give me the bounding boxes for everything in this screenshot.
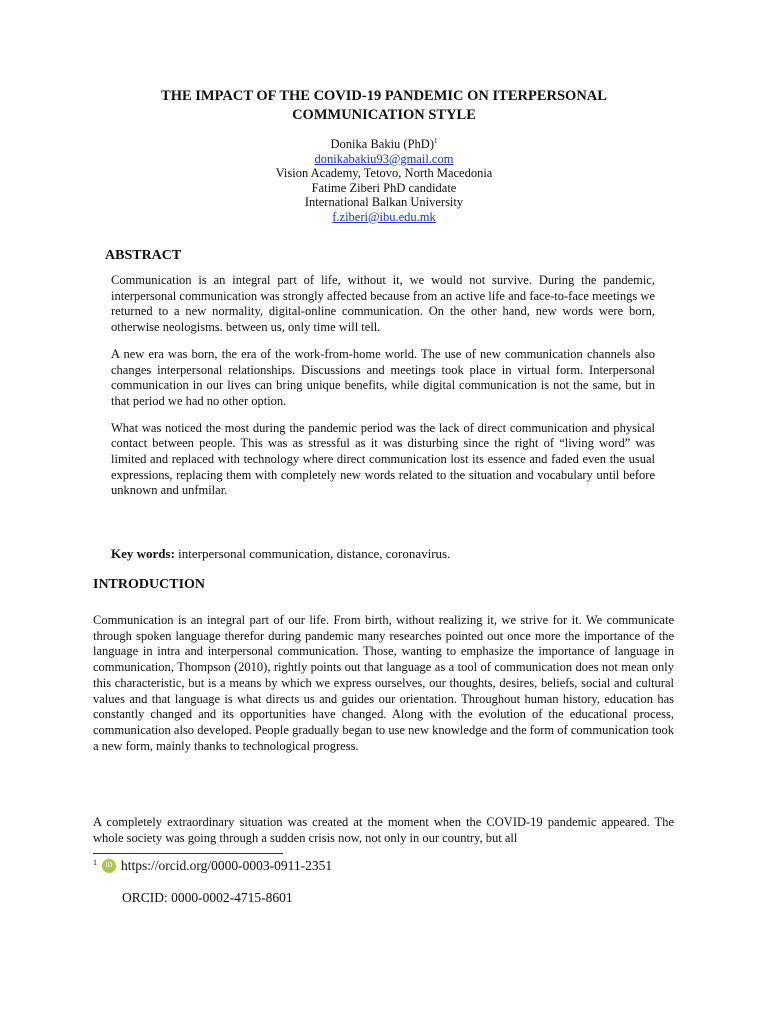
author-block bbox=[134, 137, 634, 224]
keywords-text: interpersonal communication, distance, coronavirus. bbox=[178, 546, 451, 561]
author1-name: Donika Bakiu (PhD) bbox=[330, 137, 434, 151]
introduction-heading: INTRODUCTION bbox=[93, 577, 206, 592]
paper-title-line-1: THE IMPACT OF THE COVID-19 PANDEMIC ON ITERPERSONAL bbox=[161, 88, 607, 104]
paper-title bbox=[100, 87, 668, 125]
introduction-paragraph: Communication is an integral part of our life. From birth, without realizing it, we strive for it. We communicate through spoken language therefor during pandemic many researches pointed out once more the importance of the language in intra and interpersonal communication. Those, wanting to emphasize the importance of language in communication, Thompson (2010), rightly points out that language as a tool of communication does not mean only this characteristic, but is a means by which we express ourselves, our thoughts, desires, beliefs, social and cultural values and that language is what directs us and guides our orientation. Throughout human history, education has constantly changed and its opportunities have changed. Along with the evolution of the educational process, communication also developed. People gradually began to use new knowledge and the form of communication took a new form, mainly thanks to technological progress. bbox=[93, 613, 674, 753]
abstract-heading: ABSTRACT bbox=[105, 248, 182, 263]
introduction-body bbox=[93, 613, 674, 754]
orcid-url-link[interactable]: https://orcid.org/0000-0003-0911-2351 bbox=[121, 858, 333, 873]
orcid-icon[interactable]: iD bbox=[102, 859, 116, 873]
keywords-line bbox=[111, 546, 450, 562]
author1-line bbox=[134, 137, 634, 152]
author1-email-link[interactable]: donikabakiu93@gmail.com bbox=[314, 151, 454, 166]
author2-name: Fatime Ziberi PhD candidate bbox=[311, 180, 457, 195]
orcid-second-author: ORCID: 0000-0002-4715-8601 bbox=[122, 890, 293, 905]
author2-email-link[interactable]: f.ziberi@ibu.edu.mk bbox=[332, 209, 436, 224]
abstract-paragraph: A new era was born, the era of the work-from-home world. The use of new communication channels also changes interpersonal relationships. Discussions and meetings took place in virtual form. Interpersonal communication in our lives can bring unique benefits, while digital communication is not the same, but in that period we had no other option. bbox=[111, 346, 655, 408]
introduction-paragraph: A completely extraordinary situation was created at the moment when the COVID-19 pandemic appeared. The whole society was going through a sudden crisis now, not only in our country, but all bbox=[93, 815, 674, 845]
footnote bbox=[93, 858, 332, 874]
footnote-divider bbox=[93, 853, 283, 854]
abstract-body bbox=[111, 273, 655, 510]
abstract-paragraph: What was noticed the most during the pandemic period was the lack of direct communication and physical contact between people. This was as stressful as it was disturbing since the right of “living word” was limited and replaced with technology where direct communication lost its essence and faded even the usual expressions, replacing them with completely new words related to the situation and vocabulary until before unknown and unfmilar. bbox=[111, 420, 655, 498]
keywords-label: Key words: bbox=[111, 546, 175, 561]
author1-footnote-mark: 1 bbox=[433, 136, 438, 145]
abstract-paragraph: Communication is an integral part of life, without it, we would not survive. During the pandemic, interpersonal communication was strongly affected because from an active life and face-to-face meetings we returned to a new normality, digital-online communication. On the other hand, new words were born, otherwise neologisms. between us, only time will tell. bbox=[111, 273, 655, 335]
author2-affiliation: International Balkan University bbox=[304, 195, 464, 209]
author1-affiliation: Vision Academy, Tetovo, North Macedonia bbox=[275, 166, 493, 180]
footnote-mark: 1 bbox=[93, 857, 97, 867]
paper-title-line-2: COMMUNICATION STYLE bbox=[292, 107, 476, 123]
